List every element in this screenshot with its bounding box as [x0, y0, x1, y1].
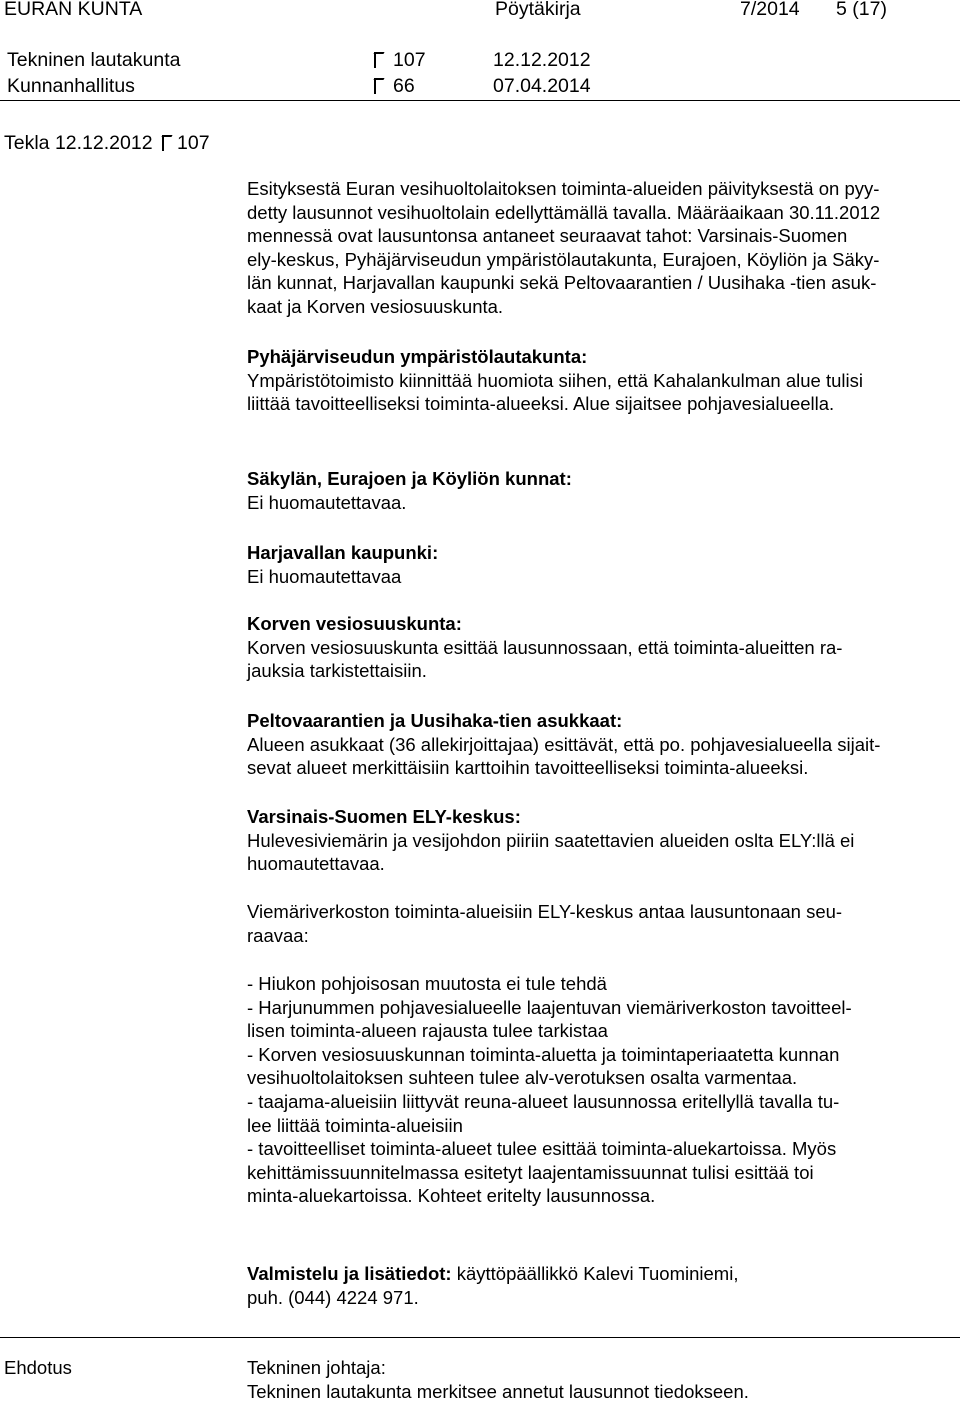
- statement-section: [247, 345, 953, 416]
- ely-list: [247, 972, 953, 1208]
- footer-rule: [0, 1337, 960, 1338]
- text-line: sevat alueet merkittäisiin karttoihin tavoitteelliseksi toiminta-alueeksi.: [247, 757, 809, 779]
- text-line: raavaa:: [247, 924, 309, 946]
- doc-type: Pöytäkirja: [495, 0, 581, 20]
- statement-section: [247, 467, 953, 514]
- section-heading: Varsinais-Suomen ELY-keskus:: [247, 806, 521, 827]
- text-line: Hulevesiviemärin ja vesijohdon piiriin saatettavien alueiden oslta ELY:llä ei: [247, 829, 855, 851]
- list-item: lisen toiminta-alueen rajausta tulee tarkistaa: [247, 1020, 608, 1042]
- text-line: ely-keskus, Pyhäjärviseudun ympäristölautakunta, Eurajoen, Köyliön ja Säky-: [247, 248, 880, 270]
- meeting-body: Tekninen lautakunta: [7, 49, 181, 71]
- text-line: län kunnat, Harjavallan kaupunki sekä Peltovaarantien / Uusihaka -tien asuk-: [247, 272, 877, 294]
- text-line: Alueen asukkaat (36 allekirjoittajaa) esittävät, että po. pohjavesialueella sijait-: [247, 733, 881, 755]
- statement-section: [247, 612, 953, 683]
- proposal-role: Tekninen johtaja:: [247, 1357, 386, 1378]
- text-line: detty lausunnot vesihuoltolain edellyttämällä tavalla. Määräaikaan 30.11.2012: [247, 201, 881, 223]
- list-item: vesihuoltolaitoksen suhteen tulee alv-verotuksen osalta varmentaa.: [247, 1067, 798, 1089]
- text-line: Esityksestä Euran vesihuoltolaitoksen toiminta-alueiden päivityksestä on pyy-: [247, 178, 880, 199]
- preparer-text: käyttöpäällikkö Kalevi Tuominiemi,: [451, 1263, 739, 1284]
- list-item: minta-aluekartoissa. Kohteet eritelty lausunnossa.: [247, 1185, 656, 1207]
- meeting-date: 12.12.2012: [493, 49, 591, 71]
- text-line: kaat ja Korven vesiosuuskunta.: [247, 295, 504, 317]
- text-line: mennessä ovat lausuntonsa antaneet seuraavat tahot: Varsinais-Suomen: [247, 225, 848, 247]
- proposal-text: Tekninen lautakunta merkitsee annetut lausunnot tiedokseen.: [247, 1381, 749, 1402]
- preparer-info: [247, 1262, 953, 1309]
- text-line: Viemäriverkoston toiminta-alueisiin ELY-keskus antaa lausuntonaan seu-: [247, 901, 843, 922]
- meeting-item-no: 107: [393, 49, 426, 71]
- text-line: Ympäristötoimisto kiinnittää huomiota siihen, että Kahalankulman alue tulisi: [247, 369, 863, 391]
- page-number: 5 (17): [836, 0, 887, 20]
- section-heading: Korven vesiosuuskunta:: [247, 613, 462, 634]
- list-item: - taajama-alueisiin liittyvät reuna-alueet lausunnossa eritellyllä tavalla tu-: [247, 1090, 840, 1112]
- item-ref-no: 107: [177, 132, 210, 154]
- doc-number: 7/2014: [740, 0, 800, 20]
- section-heading: Harjavallan kaupunki:: [247, 542, 439, 563]
- text-line: Ei huomautettavaa: [247, 565, 402, 587]
- proposal-label: Ehdotus: [4, 1357, 72, 1378]
- text-line: liittää tavoitteelliseksi toiminta-alueeksi. Alue sijaitsee pohjavesialueella.: [247, 393, 835, 415]
- text-line: Korven vesiosuuskunta esittää lausunnossaan, että toiminta-alueitten ra-: [247, 636, 843, 658]
- statement-section: [247, 541, 953, 588]
- section-mark-icon: [372, 78, 386, 94]
- list-item: lee liittää toiminta-alueisiin: [247, 1114, 463, 1136]
- statement-section: [247, 709, 953, 780]
- section-heading: Pyhäjärviseudun ympäristölautakunta:: [247, 346, 588, 367]
- statement-section: [247, 805, 953, 876]
- meeting-date: 07.04.2014: [493, 75, 591, 97]
- section-mark-icon: [160, 135, 174, 151]
- text-line: Ei huomautettavaa.: [247, 491, 407, 513]
- meeting-item-no: 66: [393, 75, 415, 97]
- preparer-phone: puh. (044) 4224 971.: [247, 1286, 419, 1308]
- section-mark-icon: [372, 52, 386, 68]
- item-ref-label: Tekla 12.12.2012: [4, 132, 153, 154]
- section-heading: Säkylän, Eurajoen ja Köyliön kunnat:: [247, 468, 572, 489]
- org-name: EURAN KUNTA: [4, 0, 143, 20]
- list-item: - Hiukon pohjoisosan muutosta ei tule tehdä: [247, 973, 607, 994]
- list-item: kehittämissuunnitelmassa esitetyt laajentamissuunnat tulisi esittää toi: [247, 1161, 814, 1183]
- header-rule: [0, 100, 960, 101]
- ely-intro: [247, 900, 953, 947]
- list-item: - Harjunummen pohjavesialueelle laajentuvan viemäriverkoston tavoitteel-: [247, 996, 852, 1018]
- list-item: - Korven vesiosuuskunnan toiminta-aluetta ja toimintaperiaatetta kunnan: [247, 1043, 840, 1065]
- intro-paragraph: [247, 177, 953, 319]
- text-line: jauksia tarkistettaisiin.: [247, 660, 427, 682]
- preparer-label: Valmistelu ja lisätiedot:: [247, 1263, 452, 1284]
- section-heading: Peltovaarantien ja Uusihaka-tien asukkaat:: [247, 710, 623, 731]
- list-item: - tavoitteelliset toiminta-alueet tulee esittää toiminta-aluekartoissa. Myös: [247, 1138, 837, 1160]
- text-line: huomautettavaa.: [247, 853, 385, 875]
- meeting-body: Kunnanhallitus: [7, 75, 135, 97]
